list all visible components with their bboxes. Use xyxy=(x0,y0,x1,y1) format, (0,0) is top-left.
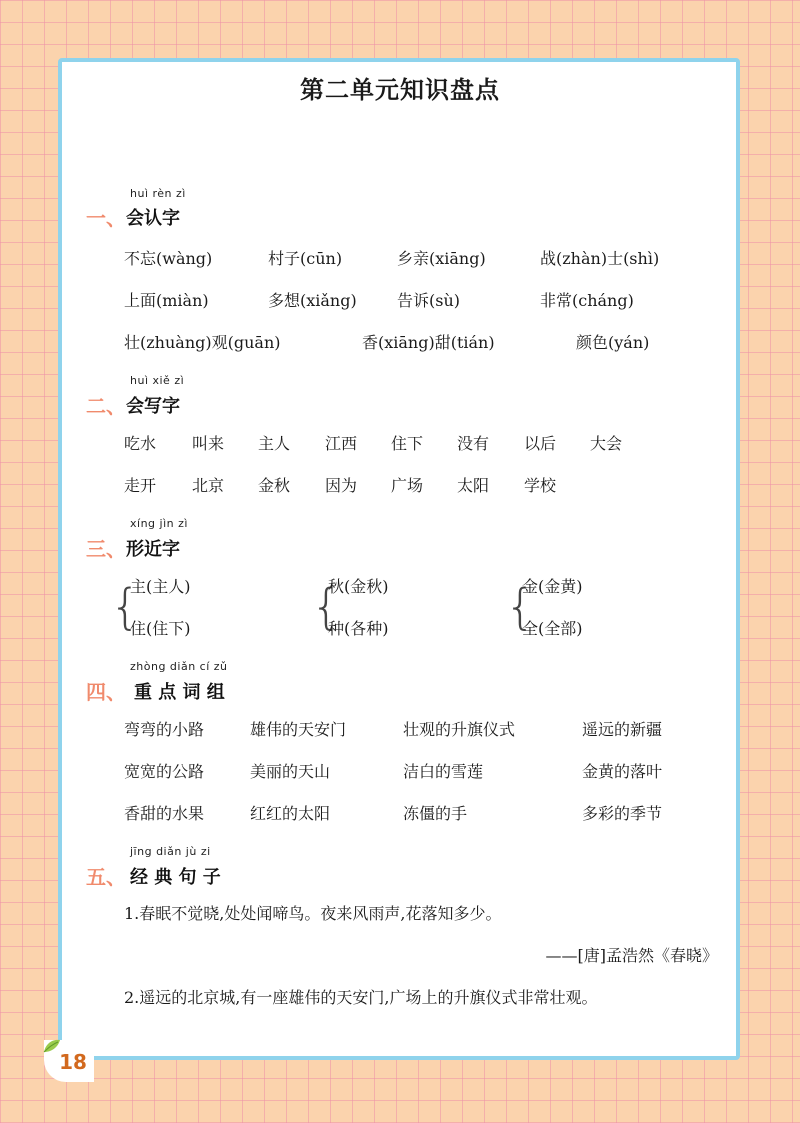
page-number: 18 xyxy=(59,1050,87,1074)
phrase: 冻僵的手 xyxy=(403,804,468,823)
write-word: 没有 xyxy=(457,434,490,453)
write-word: 以后 xyxy=(524,434,557,453)
recognize-word: 村子(cūn) xyxy=(268,249,343,268)
recognize-word: 香(xiāng)甜(tián) xyxy=(362,333,495,352)
section-1-pinyin: huì rèn zì xyxy=(130,187,186,200)
phrase: 美丽的天山 xyxy=(250,762,331,781)
write-word: 北京 xyxy=(192,476,225,495)
recognize-word: 非常(cháng) xyxy=(540,291,634,310)
write-word: 住下 xyxy=(391,434,424,453)
recognize-word: 告诉(sù) xyxy=(397,291,461,310)
similar-char: 全(全部) xyxy=(522,619,583,638)
phrase: 雄伟的天安门 xyxy=(250,720,347,739)
recognize-word: 战(zhàn)士(shì) xyxy=(540,249,660,268)
phrase: 多彩的季节 xyxy=(582,804,663,823)
section-5-number: 五、 xyxy=(86,865,126,889)
similar-char: 种(各种) xyxy=(328,619,389,638)
similar-char: 金(金黄) xyxy=(522,577,583,596)
brace-icon: { xyxy=(505,579,536,635)
page-title: 第二单元知识盘点 xyxy=(300,76,500,104)
phrase: 洁白的雪莲 xyxy=(403,762,484,781)
section-3-number: 三、 xyxy=(86,537,126,561)
write-word: 叫来 xyxy=(192,434,225,453)
write-word: 大会 xyxy=(590,434,623,453)
section-2-number: 二、 xyxy=(86,394,126,418)
phrase: 壮观的升旗仪式 xyxy=(403,720,516,739)
write-word: 江西 xyxy=(325,434,358,453)
section-1-title: 会认字 xyxy=(126,208,180,229)
similar-char: 秋(金秋) xyxy=(328,577,389,596)
section-4-title: 重 点 词 组 xyxy=(134,682,225,703)
phrase: 弯弯的小路 xyxy=(124,720,205,739)
write-word: 太阳 xyxy=(457,476,490,495)
write-word: 学校 xyxy=(524,476,557,495)
sentence-2: 2.遥远的北京城,有一座雄伟的天安门,广场上的升旗仪式非常壮观。 xyxy=(124,988,598,1007)
recognize-word: 多想(xiǎng) xyxy=(268,291,357,310)
phrase: 宽宽的公路 xyxy=(124,762,205,781)
section-4-pinyin: zhòng diǎn cí zǔ xyxy=(130,660,228,673)
write-word: 主人 xyxy=(258,434,291,453)
recognize-word: 颜色(yán) xyxy=(576,333,650,352)
recognize-word: 不忘(wàng) xyxy=(124,249,213,268)
recognize-word: 上面(miàn) xyxy=(124,291,209,310)
phrase: 金黄的落叶 xyxy=(582,762,663,781)
write-word: 金秋 xyxy=(258,476,291,495)
recognize-word: 壮(zhuàng)观(guān) xyxy=(124,333,281,352)
recognize-word: 乡亲(xiāng) xyxy=(397,249,486,268)
sentence-1-source: ——[唐]孟浩然《春晓》 xyxy=(545,946,718,965)
phrase: 香甜的水果 xyxy=(124,804,205,823)
similar-char: 主(主人) xyxy=(130,577,191,596)
sentence-1: 1.春眠不觉晓,处处闻啼鸟。夜来风雨声,花落知多少。 xyxy=(124,904,502,923)
section-2-pinyin: huì xiě zì xyxy=(130,374,185,387)
section-5-pinyin: jīng diǎn jù zi xyxy=(130,845,211,858)
section-2-title: 会写字 xyxy=(126,396,180,417)
section-5-title: 经 典 句 子 xyxy=(130,867,221,888)
write-word: 广场 xyxy=(391,476,424,495)
section-3-title: 形近字 xyxy=(126,539,180,560)
phrase: 红红的太阳 xyxy=(250,804,331,823)
section-3-pinyin: xíng jìn zì xyxy=(130,517,188,530)
write-word: 吃水 xyxy=(124,434,157,453)
phrase: 遥远的新疆 xyxy=(582,720,663,739)
brace-icon: { xyxy=(311,579,342,635)
section-4-number: 四、 xyxy=(86,680,126,704)
brace-icon: { xyxy=(110,579,141,635)
write-word: 因为 xyxy=(325,476,358,495)
similar-char: 住(住下) xyxy=(130,619,191,638)
section-1-number: 一、 xyxy=(86,206,126,230)
write-word: 走开 xyxy=(124,476,157,495)
